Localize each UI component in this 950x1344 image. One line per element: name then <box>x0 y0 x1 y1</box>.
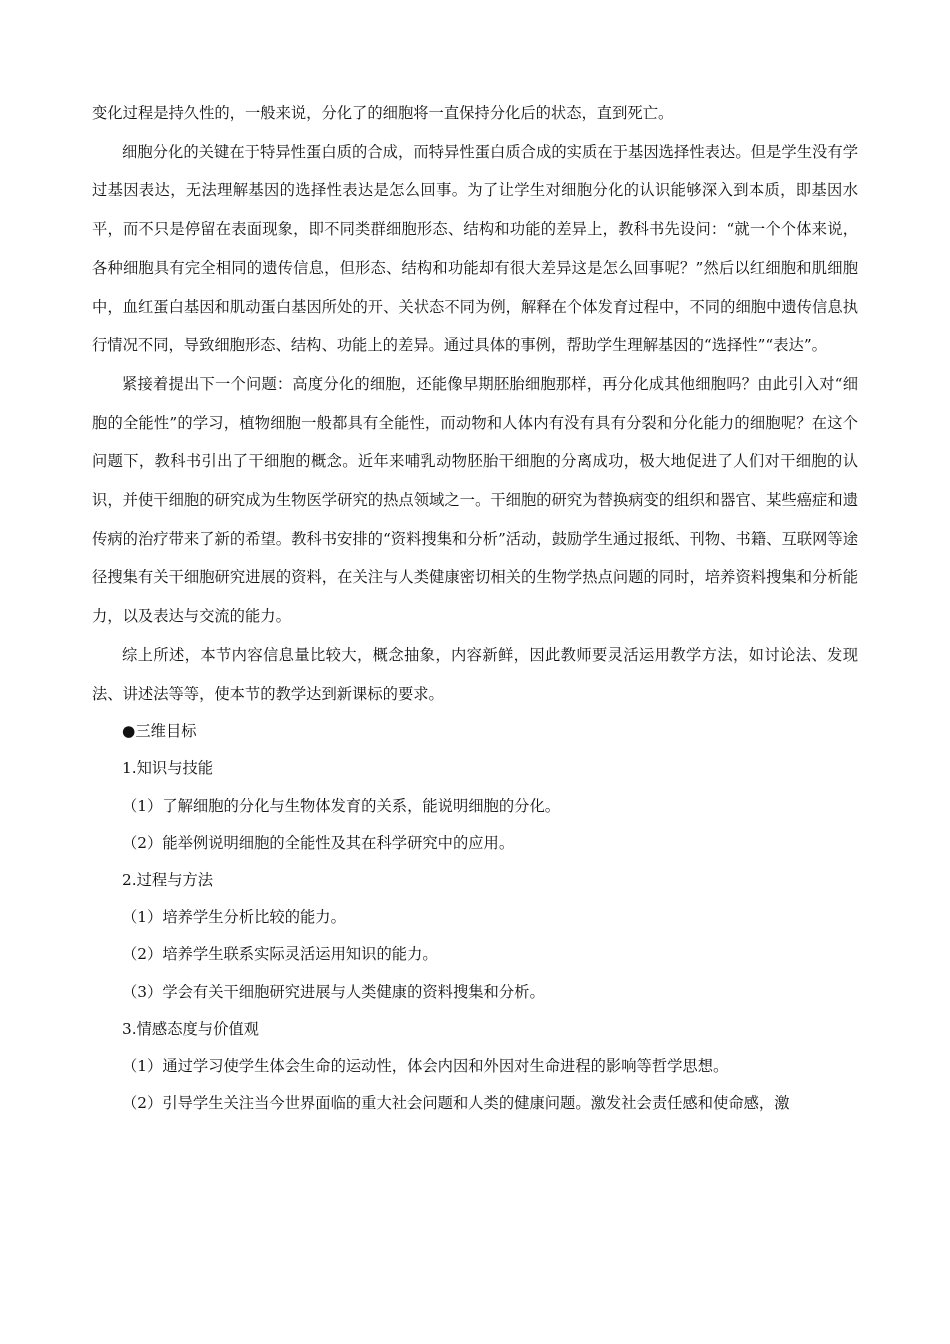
objective-item: （1）了解细胞的分化与生物体发育的关系，能说明细胞的分化。 <box>122 796 561 815</box>
paragraph-summary: 综上所述，本节内容信息量比较大，概念抽象，内容新鲜，因此教师要灵活运用教学方法，如讨论法、发现法、讲述法等等，使本节的教学达到新课标的要求。 <box>92 645 858 703</box>
paragraph-cell-differentiation-key: 细胞分化的关键在于特异性蛋白质的合成，而特异性蛋白质合成的实质在于基因选择性表达。但是学生没有学过基因表达，无法理解基因的选择性表达是怎么回事。为了让学生对细胞分化的认识能够深入到本质，即基因水平，而不只是停留在表面现象，即不同类群细胞形态、结构和功能的差异上，教科书先设问：“就一个个体来说，各种细胞具有完全相同的遗传信息，但形态、结构和功能却有很大差异这是怎么回事呢？”然后以红细胞和肌细胞中，血红蛋白基因和肌动蛋白基因所处的开、关状态不同为例，解释在个体发育过程中，不同的细胞中遗传信息执行情况不同，导致细胞形态、结构、功能上的差异。通过具体的事例，帮助学生理解基因的“选择性”“表达”。 <box>92 142 858 355</box>
objective-item: （2）培养学生联系实际灵活运用知识的能力。 <box>122 945 438 964</box>
section-title-knowledge-skills: 1.知识与技能 <box>122 759 214 778</box>
objective-item: （3）学会有关干细胞研究进展与人类健康的资料搜集和分析。 <box>122 982 545 1001</box>
section-title-process-methods: 2.过程与方法 <box>122 871 214 890</box>
objective-item: （1）通过学习使学生体会生命的运动性，体会内因和外因对生命进程的影响等哲学思想。 <box>122 1057 729 1076</box>
document-body <box>92 94 858 1122</box>
objective-item: （1）培养学生分析比较的能力。 <box>122 908 346 927</box>
objective-item: （2）能举例说明细胞的全能性及其在科学研究中的应用。 <box>122 833 515 852</box>
section-title-attitude-values: 3.情感态度与价值观 <box>122 1019 259 1038</box>
objectives-heading: ●三维目标 <box>122 722 197 741</box>
objective-item: （2）引导学生关注当今世界面临的重大社会问题和人类的健康问题。激发社会责任感和使命感，激 <box>122 1094 790 1113</box>
paragraph-continuation: 变化过程是持久性的，一般来说，分化了的细胞将一直保持分化后的状态，直到死亡。 <box>92 104 674 122</box>
paragraph-totipotency-stem-cells: 紧接着提出下一个问题：高度分化的细胞，还能像早期胚胎细胞那样，再分化成其他细胞吗？由此引入对“细胞的全能性”的学习，植物细胞一般都具有全能性，而动物和人体内有没有具有分裂和分化能力的细胞呢？在这个问题下，教科书引出了干细胞的概念。近年来哺乳动物胚胎干细胞的分离成功，极大地促进了人们对干细胞的认识，并使干细胞的研究成为生物医学研究的热点领域之一。干细胞的研究为替换病变的组织和器官、某些癌症和遗传病的治疗带来了新的希望。教科书安排的“资料搜集和分析”活动，鼓励学生通过报纸、刊物、书籍、互联网等途径搜集有关干细胞研究进展的资料，在关注与人类健康密切相关的生物学热点问题的同时，培养资料搜集和分析能力，以及表达与交流的能力。 <box>92 374 858 626</box>
